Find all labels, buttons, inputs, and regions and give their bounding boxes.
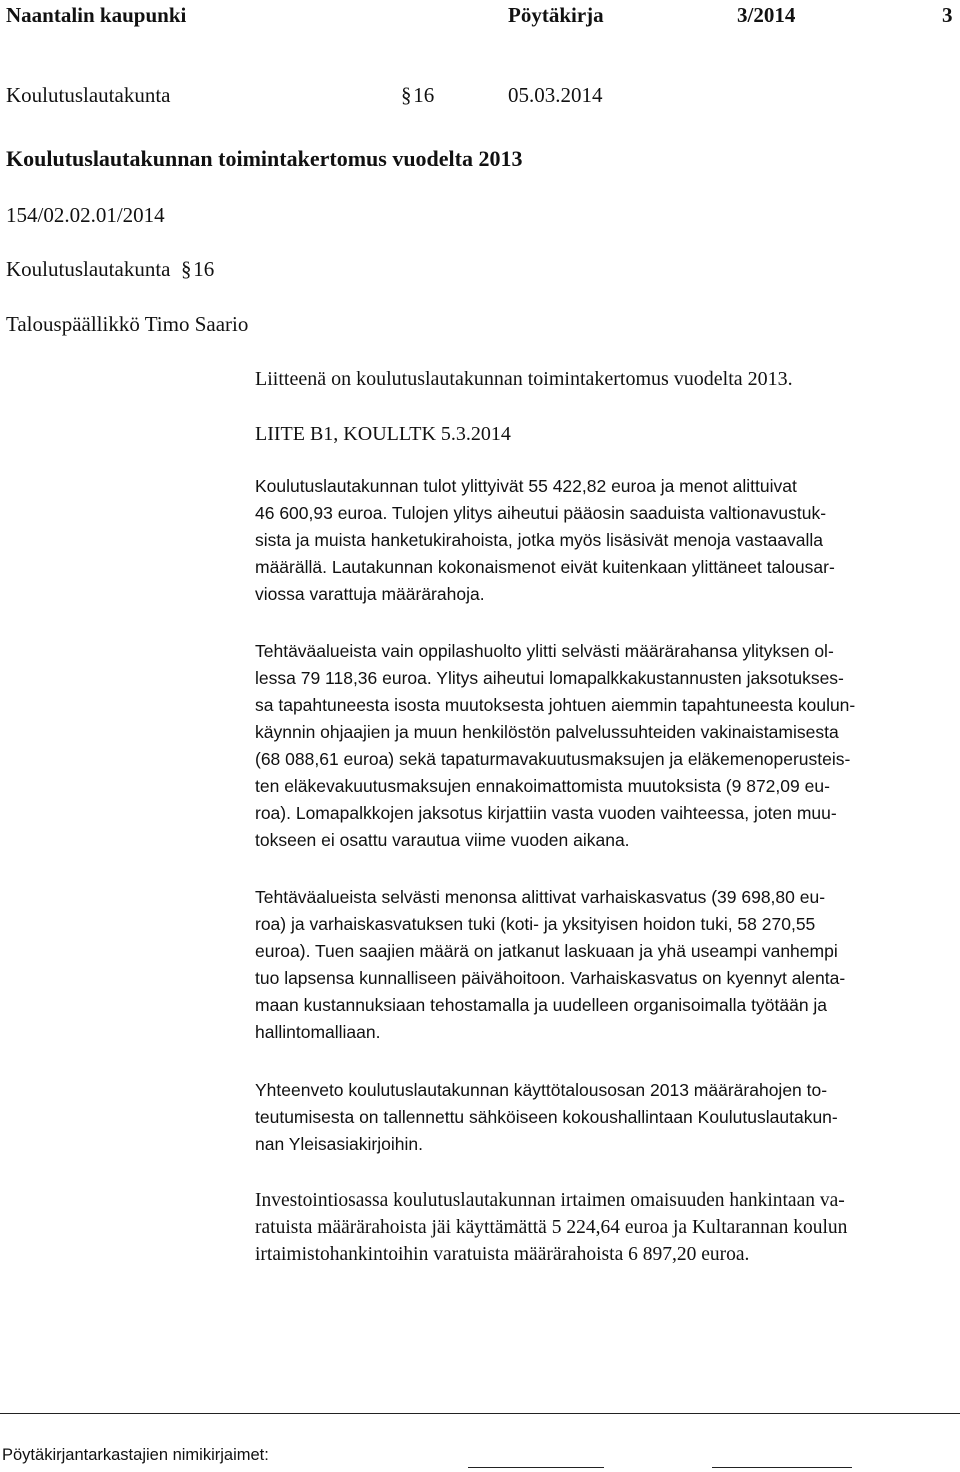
paragraph-line: tuo lapsensa kunnalliseen päivähoitoon. Varhaiskasvatus on kyennyt alenta- — [255, 968, 846, 988]
header-page-number: 3 — [942, 3, 953, 27]
paragraph-line: Tehtäväalueista vain oppilashuolto ylitti selvästi määrärahansa ylityksen ol- — [255, 641, 834, 661]
paragraph-4 — [255, 1077, 955, 1158]
paragraph-line: Investointiosassa koulutuslautakunnan irtaimen omaisuuden hankintaan va- — [255, 1190, 845, 1211]
signature-line-1 — [468, 1467, 604, 1468]
paragraph-line: viossa varattuja määrärahoja. — [255, 584, 485, 604]
paragraph-line: ten eläkevakuutusmaksujen ennakoimattomista muutoksista (9 872,09 eu- — [255, 776, 830, 796]
footer-label: Pöytäkirjantarkastajien nimikirjaimet: — [2, 1446, 269, 1464]
footer-divider — [0, 1413, 960, 1414]
item-preparer: Talouspäällikkö Timo Saario — [6, 312, 249, 336]
meeting-body: Koulutuslautakunta — [6, 83, 171, 107]
paragraph-line: nan Yleisasiakirjoihin. — [255, 1134, 423, 1154]
paragraph-line: Yhteenveto koulutuslautakunnan käyttötalousosan 2013 määrärahojen to- — [255, 1080, 828, 1100]
paragraph-line: euroa). Tuen saajien määrä on jatkanut laskuaan ja yhä useampi vanhempi — [255, 941, 838, 961]
paragraph-line: lessa 79 118,36 euroa. Ylitys aiheutui lomapalkkakustannusten jaksotukses- — [255, 668, 844, 688]
meeting-date: 05.03.2014 — [508, 83, 603, 107]
item-reference: 154/02.02.01/2014 — [6, 203, 165, 227]
header-city: Naantalin kaupunki — [6, 3, 187, 27]
paragraph-line: sista ja muista hanketukirahoista, jotka myös lisäsivät menoja vastaavalla — [255, 530, 824, 550]
item-title: Koulutuslautakunnan toimintakertomus vuodelta 2013 — [6, 146, 523, 171]
paragraph-line: hallintomalliaan. — [255, 1022, 381, 1042]
paragraph-line: roa). Lomapalkkojen jaksotus kirjattiin vasta vuoden vaihteessa, joten muu- — [255, 803, 837, 823]
paragraph-line: roa) ja varhaiskasvatuksen tuki (koti- ja yksityisen hoidon tuki, 58 270,55 — [255, 914, 816, 934]
attachment-label: LIITE B1, KOULLTK 5.3.2014 — [255, 423, 511, 445]
attachment-line: Liitteenä on koulutuslautakunnan toimintakertomus vuodelta 2013. — [255, 368, 793, 390]
paragraph-line: tokseen ei osattu varautua viime vuoden aikana. — [255, 830, 630, 850]
item-body: Koulutuslautakunta — [6, 257, 171, 281]
section-icon: § — [180, 257, 192, 281]
paragraph-line: ratuista määrärahoista jäi käyttämättä 5 224,64 euroa ja Kultarannan koulun — [255, 1217, 848, 1238]
paragraph-line: irtaimistohankintoihin varatuista määrärahoista 6 897,20 euroa. — [255, 1244, 750, 1265]
meeting-section-marker — [401, 82, 434, 108]
paragraph-5 — [255, 1187, 955, 1268]
paragraph-2 — [255, 638, 955, 854]
paragraph-line: Tehtäväalueista selvästi menonsa alittivat varhaiskasvatus (39 698,80 eu- — [255, 887, 826, 907]
paragraph-line: maan kustannuksiaan tehostamalla ja uudelleen organisoimalla työtään ja — [255, 995, 828, 1015]
paragraph-line: teutumisesta on tallennettu sähköiseen kokoushallintaan Koulutuslautakun- — [255, 1107, 838, 1127]
paragraph-3 — [255, 884, 955, 1046]
paragraph-line: määrällä. Lautakunnan kokonaismenot eivät kuitenkaan ylittäneet talousar- — [255, 557, 835, 577]
header-doc-number: 3/2014 — [737, 3, 796, 27]
paragraph-line: (68 088,61 euroa) sekä tapaturmavakuutusmaksujen ja eläkemenoperusteis- — [255, 749, 851, 769]
item-body-section — [6, 256, 214, 282]
section-icon: § — [401, 83, 412, 107]
paragraph-1 — [255, 473, 955, 608]
paragraph-line: sa tapahtuneesta isosta muutoksesta johtuen aiemmin tapahtuneesta koulun- — [255, 695, 856, 715]
meeting-section: 16 — [413, 83, 435, 107]
paragraph-line: 46 600,93 euroa. Tulojen ylitys aiheutui pääosin saaduista valtionavustuk- — [255, 503, 827, 523]
signature-line-2 — [712, 1467, 852, 1468]
header-doc-type: Pöytäkirja — [508, 3, 604, 27]
paragraph-line: Koulutuslautakunnan tulot ylittyivät 55 422,82 euroa ja menot alittuivat — [255, 476, 797, 496]
item-section: 16 — [193, 257, 215, 281]
paragraph-line: käynnin ohjaajien ja muun henkilöstön palvelussuhteiden vakinaistamisesta — [255, 722, 839, 742]
